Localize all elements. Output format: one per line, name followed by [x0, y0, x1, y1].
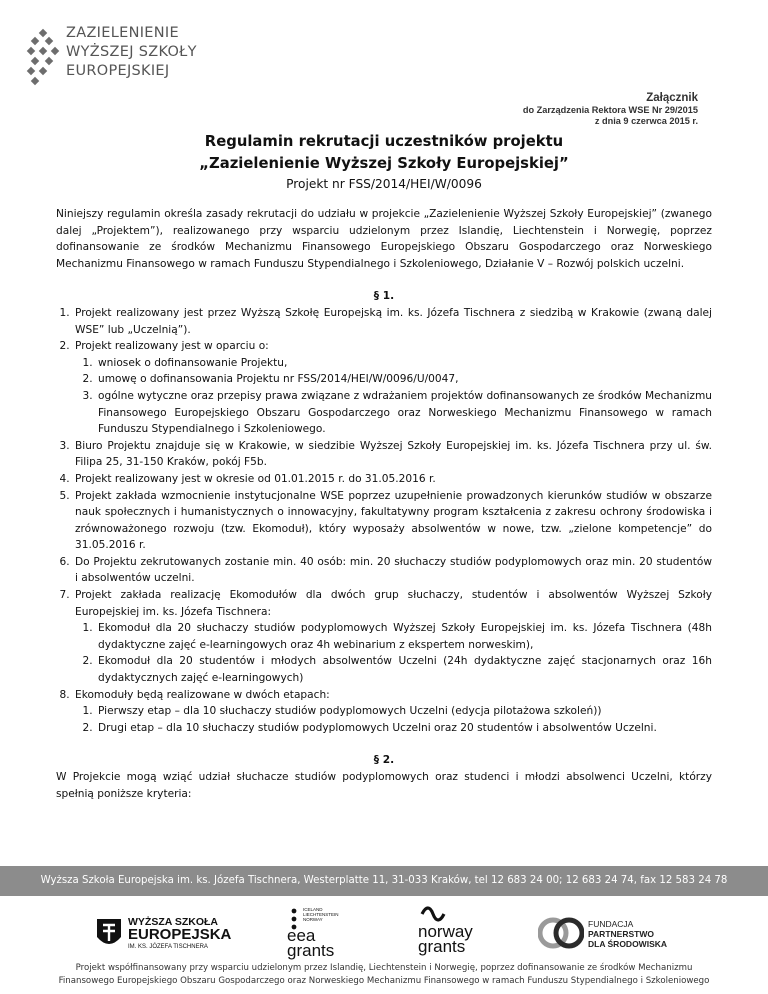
- logo-line-2: WYŻSZEJ SZKOŁY: [66, 44, 197, 60]
- leaf-pattern-icon: [26, 26, 62, 88]
- funding-footnote: [0, 962, 768, 988]
- sub-list-item: 1. Pierwszy etap – dla 10 słuchaczy studiów podyplomowych Uczelni (edycja pilotażowa szkoleń)): [96, 703, 712, 720]
- wse-logo: [95, 905, 245, 961]
- list-item: 3. Biuro Projektu znajduje się w Krakowie, w siedzibie Wyższej Szkoły Europejskiej im. ks. Józefa Tischnera przy ul. św. Filipa 25, 31-150 Kraków, pokój F5b.: [73, 438, 712, 471]
- document-title: [0, 131, 768, 194]
- norway-bow-icon: [420, 906, 446, 922]
- norway-grants-logo: [415, 905, 495, 961]
- sub-list-item: 2. Ekomoduł dla 20 studentów i młodych absolwentów Uczelni (24h dydaktyczne zajęć stacjonarnych oraz 16h dydaktycznych zajęć e-learningowych): [96, 653, 712, 686]
- fundacja-logo: [538, 905, 678, 961]
- norway-logo-line-2: grants: [418, 937, 466, 956]
- annex-title: Załącznik: [646, 92, 698, 104]
- sub-list-item: 3. ogólne wytyczne oraz przepisy prawa związane z wdrażaniem projektów dofinansowanych ze środków Mechanizmu Finansowego Europejskiego Obszaru Gospodarczego oraz Norweskiego Mechanizmu Finansowego w ramach Funduszu Stypendialnego i Szkoleniowego.: [96, 388, 712, 438]
- fundacja-emblem-icon: [538, 915, 584, 951]
- list-item: 2. Projekt realizowany jest w oparciu o: 1. wniosek o dofinansowanie Projektu, 2. umowę o dofinansowania Projektu nr FSS/2014/HEI/W/0096/U/0047, 3. ogólne wytyczne oraz przepisy prawa związane z wdrażaniem projektów dofinansowanych ze środków Mechanizmu Finansowego Europejskiego Obszaru Gospodarczego oraz Norweskiego Mechanizmu Finansowego w ramach Funduszu Stypendialnego i Szkoleniowego.: [73, 338, 712, 438]
- footer-logos: [0, 905, 768, 961]
- title-line-2: „Zazielenienie Wyższej Szkoły Europejskiej”: [199, 155, 569, 172]
- intro-paragraph: Niniejszy regulamin określa zasady rekrutacji do udziału w projekcie „Zazielenienie Wyższej Szkoły Europejskiej” (zwanego dalej „Projektem”), realizowanego przy wsparciu udzielonym przez Islandię, Liechtenstein i Norwegię, poprzez dofinansowanie ze środków Mechanizmu Finansowego Europejskiego Obszaru Gospodarczego oraz Norweskiego Mechanizmu Finansowego w ramach Funduszu Stypendialnego i Szkoleniowego, Działanie V – Rozwój polskich uczelni.: [56, 208, 712, 270]
- sub-list-item: 1. wniosek o dofinansowanie Projektu,: [96, 355, 712, 372]
- logo-line-1: ZAZIELENIENIE: [66, 25, 179, 41]
- sub-list-item: 2. umowę o dofinansowania Projektu nr FSS/2014/HEI/W/0096/U/0047,: [96, 371, 712, 388]
- section-1-list: [56, 305, 712, 736]
- sub-list-item: 2. Drugi etap – dla 10 słuchaczy studiów podyplomowych Uczelni oraz 20 studentów i absolwentów Uczelni.: [96, 720, 712, 737]
- eea-small-text: ICELAND LIECHTENSTEIN NORWAY: [303, 907, 339, 922]
- section-1-heading: § 1.: [373, 290, 395, 303]
- logo-line-3: EUROPEJSKIEJ: [66, 63, 170, 79]
- annex-line-1: do Zarządzenia Rektora WSE Nr 29/2015: [522, 105, 698, 115]
- eea-grants-logo: [283, 905, 353, 961]
- eea-logo-line-2: grants: [287, 941, 335, 960]
- section-2-text: W Projekcie mogą wziąć udział słuchacze studiów podyplomowych oraz studenci i młodzi absolwenci Uczelni, którzy spełnią poniższe kryteria:: [56, 771, 712, 800]
- list-item: 1. Projekt realizowany jest przez Wyższą Szkołę Europejską im. ks. Józefa Tischnera z siedzibą w Krakowie (zwaną dalej WSE” lub „Uczelnią”).: [73, 305, 712, 338]
- list-item: 7. Projekt zakłada realizację Ekomodułów dla dwóch grup słuchaczy, studentów i absolwentów Wyższej Szkoły Europejskiej im. ks. Józefa Tischnera: 1. Ekomoduł dla 20 słuchaczy studiów podyplomowych Wyższej Szkoły Europejskiej im. ks. Józefa Tischnera (48h dydaktyczne zajęć e-learningowych oraz 4h webinarium z ekspertem norweskim), 2. Ekomoduł dla 20 studentów i młodych absolwentów Uczelni (24h dydaktyczne zajęć stacjonarnych oraz 16h dydaktycznych zajęć e-learningowych): [73, 587, 712, 687]
- footnote-line-1: Projekt współfinansowany przy wsparciu udzielonym przez Islandię, Liechtenstein i Norwegię, poprzez dofinansowanie ze środków Mechanizmu: [75, 963, 693, 973]
- project-logo: [26, 24, 196, 88]
- list-item: 4. Projekt realizowany jest w okresie od 01.01.2015 r. do 31.05.2016 r.: [73, 471, 712, 488]
- list-item: 8. Ekomoduły będą realizowane w dwóch etapach: 1. Pierwszy etap – dla 10 słuchaczy studiów podyplomowych Uczelni (edycja pilotażowa szkoleń)) 2. Drugi etap – dla 10 słuchaczy studiów podyplomowych Uczelni oraz 20 studentów i absolwentów Uczelni.: [73, 687, 712, 737]
- sub-list-item: 1. Ekomoduł dla 20 słuchaczy studiów podyplomowych Wyższej Szkoły Europejskiej im. ks. Józefa Tischnera (48h dydaktyczne zajęć e-learningowych oraz 4h webinarium z ekspertem norweskim),: [96, 620, 712, 653]
- project-number: Projekt nr FSS/2014/HEI/W/0096: [286, 177, 482, 191]
- sub-list: [75, 355, 712, 438]
- eea-logo-line-1: eea: [287, 926, 316, 945]
- wse-logo-line-3: IM. KS. JÓZEFA TISCHNERA: [128, 944, 208, 950]
- fundacja-text: FUNDACJA PARTNERSTWO DLA ŚRODOWISKA: [588, 919, 668, 949]
- list-item: 6. Do Projektu zekrutowanych zostanie min. 40 osób: min. 20 słuchaczy studiów podyplomowych oraz min. 20 studentów i absolwentów uczelni.: [73, 554, 712, 587]
- sub-list: [75, 620, 712, 686]
- title-line-1: Regulamin rekrutacji uczestników projektu: [204, 133, 564, 150]
- list-item: 5. Projekt zakłada wzmocnienie instytucjonalne WSE poprzez uzupełnienie prowadzonych kierunków studiów w obszarze nauk społecznych i humanistycznych o innowacyjny, fakultatywny program kształcenia z zakresu ochrony środowiska i zrównoważonego rozwoju (tzw. Ekomoduł), który wyposaży absolwentów w nowe, tzw. „zielone kompetencje” do 31.05.2016 r.: [73, 488, 712, 554]
- annex-line-2: z dnia 9 czerwca 2015 r.: [594, 116, 698, 126]
- section-2-heading: § 2.: [373, 754, 395, 767]
- footnote-line-2: Finansowego Europejskiego Obszaru Gospodarczego oraz Norweskiego Mechanizmu Finansowego w ramach Funduszu Stypendialnego i Szkoleniowego: [58, 976, 710, 986]
- document-body: [56, 206, 712, 802]
- annex-header: [523, 91, 698, 127]
- footer-address-bar: Wyższa Szkoła Europejska im. ks. Józefa Tischnera, Westerplatte 11, 31-033 Kraków, tel 12 683 24 00; 12 683 24 74, fax 12 583 24 78: [0, 866, 768, 896]
- wse-emblem-icon: [95, 917, 123, 951]
- sub-list: [75, 703, 712, 736]
- norway-logo-line-1: norway: [418, 922, 473, 941]
- wse-logo-line-2: EUROPEJSKA: [128, 926, 232, 943]
- wse-logo-line-1: WYŻSZA SZKOŁA: [128, 916, 219, 928]
